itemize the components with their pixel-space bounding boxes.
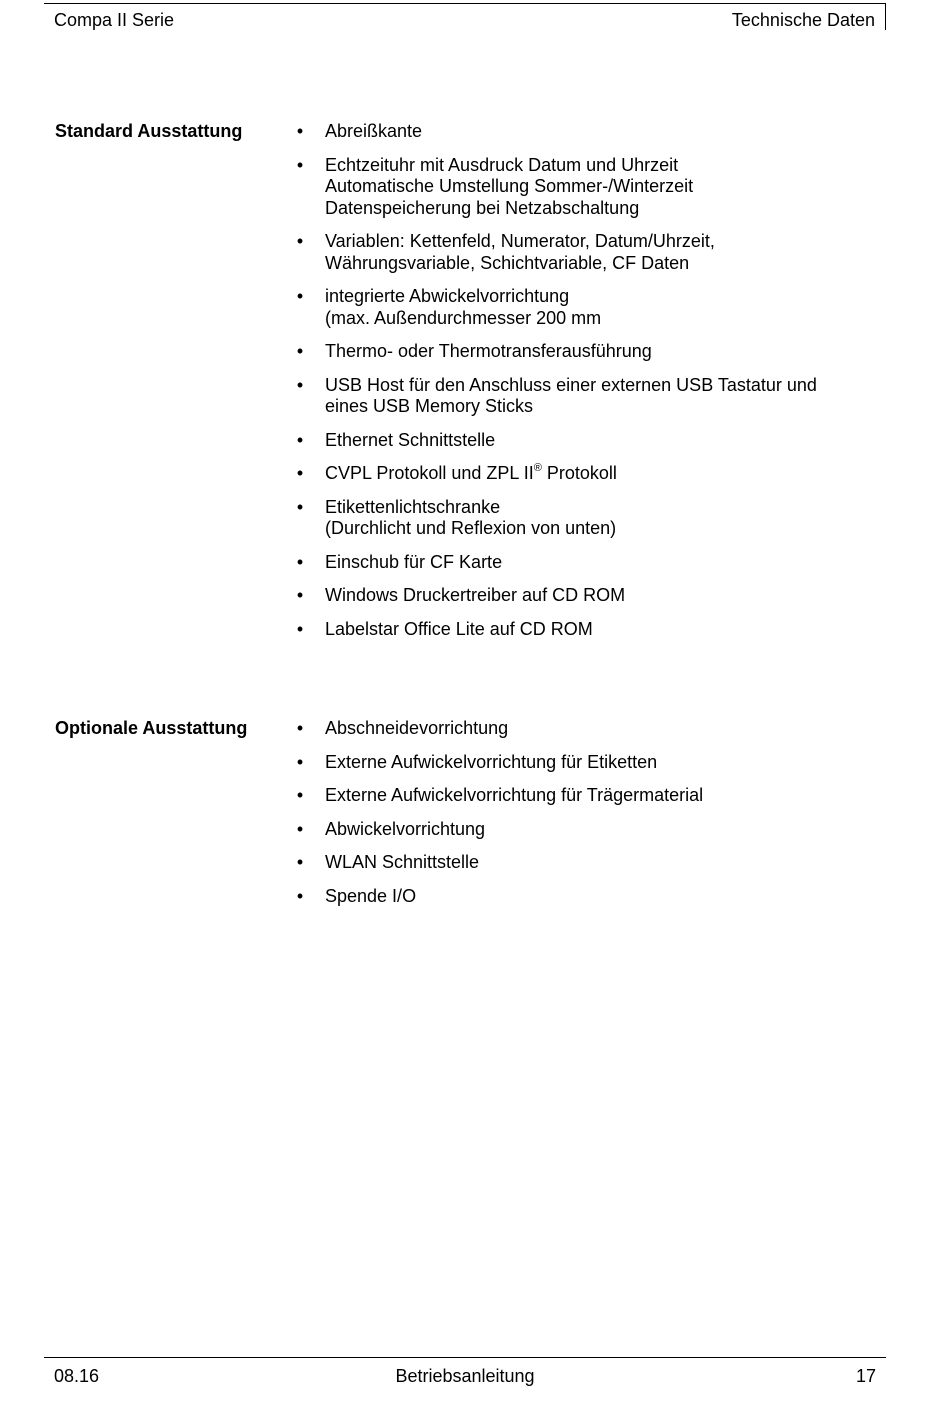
list-item — [296, 718, 885, 740]
footer-date: 08.16 — [54, 1366, 100, 1386]
bullet-icon: • — [296, 585, 304, 605]
list-item-text — [325, 886, 885, 908]
list-item-line: Automatische Umstellung Sommer-/Winterzeit — [325, 176, 694, 196]
list-item-line: (max. Außendurchmesser 200 mm — [325, 307, 602, 328]
list-item-text — [325, 752, 885, 774]
bullet-icon: • — [296, 121, 304, 141]
list-item-line: eines USB Memory Sticks — [325, 396, 534, 416]
list-item-line: Abreißkante — [325, 121, 423, 141]
list-item — [296, 751, 885, 774]
list-item-line: Spende I/O — [325, 885, 417, 906]
bullet-icon: • — [296, 718, 304, 738]
list-item-line: Protokoll — [541, 463, 617, 483]
bullet-icon: • — [296, 885, 304, 906]
list-item-line: Abwickelvorrichtung — [325, 818, 486, 839]
list-item — [296, 818, 885, 841]
list-item-line: integrierte Abwickelvorrichtung — [325, 286, 570, 306]
list-item-line: (Durchlicht und Reflexion von unten) — [325, 518, 617, 538]
list-item-line: Windows Druckertreiber auf CD ROM — [325, 585, 626, 605]
standard-equipment-list — [296, 121, 885, 652]
bullet-icon: • — [296, 785, 304, 805]
list-item-line: Labelstar Office Lite auf CD ROM — [325, 618, 593, 639]
bullet-icon: • — [296, 496, 304, 517]
list-item — [296, 462, 885, 485]
list-item-text — [325, 552, 885, 574]
bullet-icon: • — [296, 618, 304, 639]
list-item-line: CVPL Protokoll und ZPL II — [325, 463, 534, 483]
registered-trademark-symbol: ® — [533, 462, 542, 474]
list-item-text — [325, 585, 885, 607]
list-item — [296, 286, 885, 329]
list-item-text — [325, 286, 885, 329]
bullet-icon: • — [296, 154, 304, 175]
list-item-line: Währungsvariable, Schichtvariable, CF Daten — [325, 252, 690, 273]
footer-page-number: 17 — [855, 1366, 876, 1386]
list-item-line: Echtzeituhr mit Ausdruck Datum und Uhrzeit — [325, 154, 679, 175]
list-item — [296, 341, 885, 363]
bullet-icon: • — [296, 852, 304, 872]
bullet-icon: • — [296, 463, 304, 483]
list-item — [296, 618, 885, 641]
bullet-icon: • — [296, 341, 304, 361]
list-item-text — [325, 121, 885, 143]
list-item-text — [325, 155, 885, 220]
header-product-name: Compa II Serie — [54, 10, 175, 30]
optional-equipment-title: Optionale Ausstattung — [55, 718, 248, 738]
list-item — [296, 585, 885, 607]
bullet-icon: • — [296, 818, 304, 839]
list-item — [296, 121, 885, 143]
list-item — [296, 231, 885, 274]
list-item — [296, 551, 885, 574]
list-item-line: USB Host für den Anschluss einer externen USB Tastatur und — [325, 374, 817, 395]
list-item-text — [325, 231, 885, 274]
list-item-line: Ethernet Schnittstelle — [325, 429, 496, 450]
list-item-line: Thermo- oder Thermotransferausführung — [325, 341, 652, 361]
list-item-line: Datenspeicherung bei Netzabschaltung — [325, 197, 640, 218]
bullet-icon: • — [296, 551, 304, 572]
footer-document-title: Betriebsanleitung — [395, 1366, 535, 1386]
list-item-text — [325, 718, 885, 740]
list-item — [296, 374, 885, 418]
list-item — [296, 852, 885, 874]
bullet-icon: • — [296, 751, 304, 772]
bullet-icon: • — [296, 429, 304, 450]
optional-equipment-list — [296, 718, 885, 919]
list-item-text — [325, 785, 885, 807]
list-item-text — [325, 430, 885, 452]
list-item-line: Variablen: Kettenfeld, Numerator, Datum/Uhrzeit, — [325, 231, 715, 251]
list-item — [296, 154, 885, 220]
list-item — [296, 496, 885, 540]
list-item-text — [325, 852, 885, 874]
list-item-text — [325, 375, 885, 418]
list-item-text — [325, 463, 885, 485]
list-item — [296, 785, 885, 807]
list-item-text — [325, 341, 885, 363]
page-footer — [44, 1357, 886, 1386]
bullet-icon: • — [296, 231, 304, 251]
list-item-line: Etikettenlichtschranke — [325, 496, 501, 517]
list-item-text — [325, 619, 885, 641]
list-item-line: Abschneidevorrichtung — [325, 718, 509, 738]
list-item-text — [325, 819, 885, 841]
list-item-line: Einschub für CF Karte — [325, 551, 503, 572]
bullet-icon: • — [296, 374, 304, 395]
list-item-line: WLAN Schnittstelle — [325, 852, 480, 872]
list-item — [296, 885, 885, 908]
header-section-name: Technische Daten — [731, 10, 875, 30]
bullet-icon: • — [296, 286, 304, 306]
list-item-text — [325, 497, 885, 540]
page-header — [44, 3, 886, 30]
standard-equipment-title: Standard Ausstattung — [55, 121, 243, 141]
list-item-line: Externe Aufwickelvorrichtung für Trägermaterial — [325, 785, 704, 805]
list-item — [296, 429, 885, 452]
list-item-line: Externe Aufwickelvorrichtung für Etiketten — [325, 751, 658, 772]
